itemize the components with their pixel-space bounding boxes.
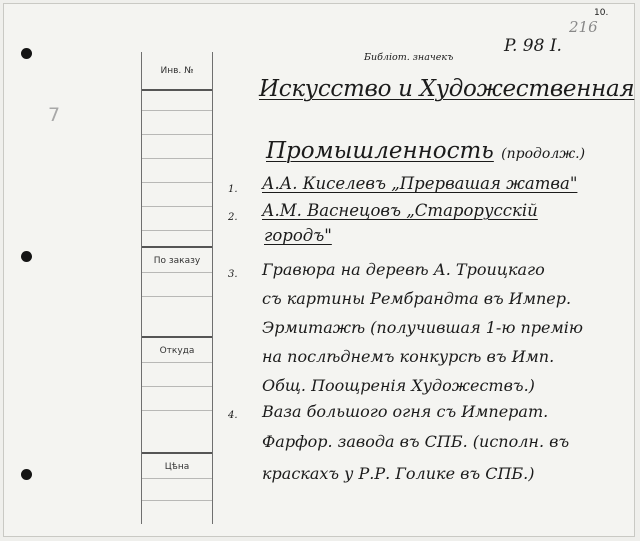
- shelf-mark: P. 98 I.: [504, 36, 562, 56]
- divider: [142, 452, 212, 454]
- page-number: 10.: [594, 8, 609, 18]
- inventory-label: Инв. №: [160, 66, 194, 76]
- entry-number: 3.: [228, 269, 238, 280]
- heading-note: (продолж.): [501, 146, 586, 162]
- entry-line: Общ. Поощренія Художествъ.): [262, 376, 535, 395]
- entry-line: на послѣднемъ конкурсѣ въ Имп.: [262, 347, 555, 366]
- entry-line: Эрмитажѣ (получившая 1-ю премію: [262, 318, 583, 337]
- divider: [142, 89, 212, 91]
- heading-subject: Промышленность: [266, 138, 494, 164]
- heading-line-2: [266, 138, 585, 164]
- price-label: Цѣна: [164, 462, 190, 472]
- order-label: По заказу: [153, 256, 201, 266]
- entry-line: краскахъ у Р.Р. Голике въ СПБ.): [262, 464, 535, 483]
- entry-line: Гравюра на деревѣ А. Троицкаго: [262, 260, 545, 279]
- entry-line: Ваза большого огня съ Императ.: [262, 402, 549, 421]
- entry-line: А.А. Киселевъ „Прервашая жатва": [262, 174, 578, 193]
- punch-hole: [21, 251, 32, 262]
- divider: [142, 246, 212, 248]
- catalog-number: 216: [569, 18, 598, 36]
- entry-line: Фарфор. завода въ СПБ. (исполн. въ: [262, 432, 570, 451]
- punch-hole: [21, 48, 32, 59]
- library-note: Библіот. значекъ: [364, 52, 454, 63]
- pencil-mark: 7: [48, 104, 61, 126]
- entry-number: 4.: [228, 410, 238, 421]
- entry-line: А.М. Васнецовъ „Старорусскій: [262, 201, 538, 220]
- source-label: Откуда: [159, 346, 195, 356]
- entry-line: городъ": [264, 226, 332, 245]
- divider: [142, 336, 212, 338]
- heading-line-1: Искусство и Художественная: [259, 76, 635, 102]
- register-column: [141, 52, 213, 524]
- punch-hole: [21, 469, 32, 480]
- entry-number: 1.: [228, 184, 238, 195]
- entry-number: 2.: [228, 212, 238, 223]
- entry-line: съ картины Рембрандта въ Импер.: [262, 289, 572, 308]
- catalog-card: [3, 3, 635, 537]
